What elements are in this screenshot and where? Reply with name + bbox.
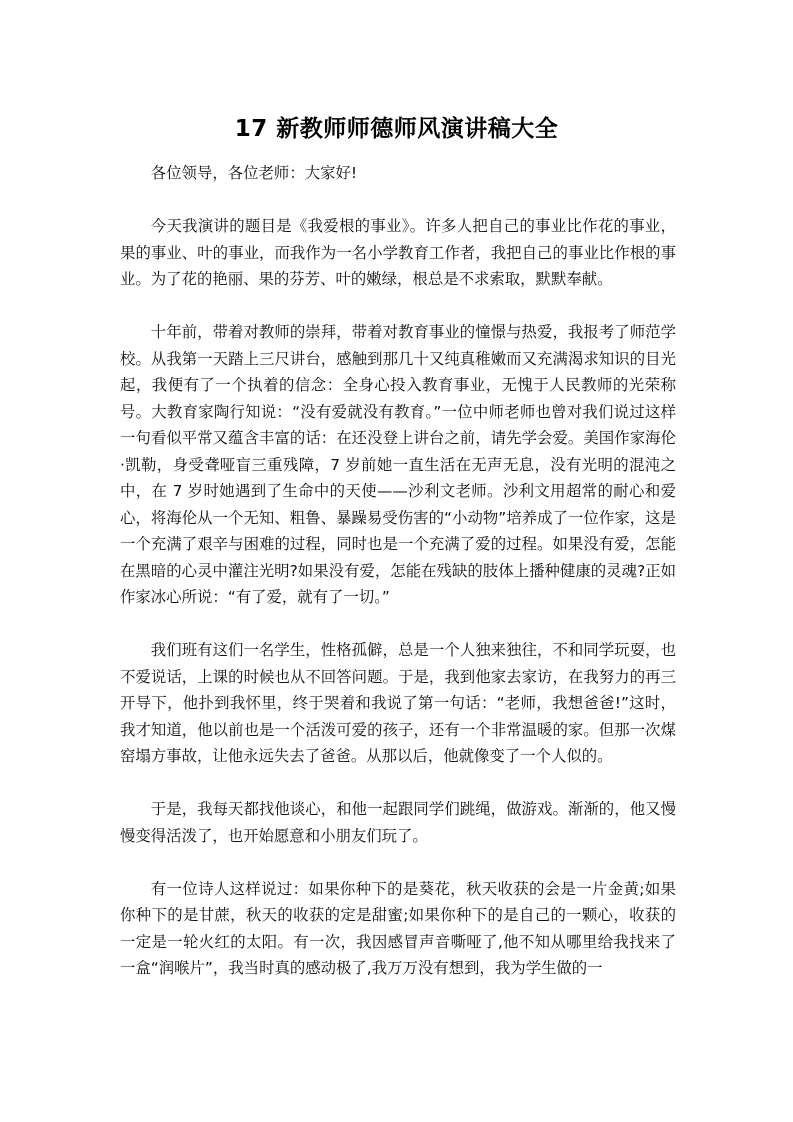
document-title: 17 新教师师德师风演讲稿大全 (234, 116, 559, 142)
paragraph-daily-talks: 于是，我每天都找他谈心，和他一起跟同学们跳绳，做游戏。渐渐的，他又慢慢变得活泼了，也开始愿意和小朋友们玩了。 (120, 800, 676, 845)
document-body (120, 160, 676, 1008)
paragraph-student-story: 我们班有这们一名学生，性格孤僻，总是一个人独来独往，不和同学玩耍，也不爱说话，上课的时候也从不回答问题。于是，我到他家去家访，在我努力的再三开导下，他扑到我怀里，终于哭着和我说了第一句话：“老师，我想爸爸!”这时，我才知道，他以前也是一个活泼可爱的孩子，还有一个非常温暖的家。但那一次煤窑塌方事故，让他永远失去了爸爸。从那以后，他就像变了一个人似的。 (120, 641, 676, 765)
paragraph-poet-quote: 有一位诗人这样说过：如果你种下的是葵花，秋天收获的会是一片金黄;如果你种下的是甘蔗，秋天的收获的定是甜蜜;如果你种下的是自己的一颗心，收获的一定是一轮火红的太阳。有一次，我因感冒声音嘶哑了,他不知从哪里给我找来了一盒“润喉片”，我当时真的感动极了,我万万没有想到，我为学生做的一 (120, 879, 676, 977)
paragraph-intro: 今天我演讲的题目是《我爱根的事业》。许多人把自己的事业比作花的事业，果的事业、叶的事业，而我作为一名小学教育工作者，我把自己的事业比作根的事业。为了花的艳丽、果的芬芳、叶的嫩绿，根总是不求索取，默默奉献。 (120, 217, 676, 288)
paragraph-salutation: 各位领导，各位老师：大家好! (150, 164, 358, 182)
paragraph-ten-years-ago: 十年前，带着对教师的崇拜，带着对教育事业的憧憬与热爱，我报考了师范学校。从我第一天踏上三尺讲台，感触到那几十又纯真稚嫩而又充满渴求知识的目光起，我便有了一个执着的信念：全身心投入教育事业，无愧于人民教师的光荣称号。大教育家陶行知说：“没有爱就没有教育。”一位中师老师也曾对我们说过这样一句看似平常又蕴含丰富的话：在还没登上讲台之前，请先学会爱。美国作家海伦·凯勒，身受聋哑盲三重残障，7 岁前她一直生活在无声无息，没有光明的混沌之中，在 7 岁时她遇到了生命中的天使——沙利文老师。沙利文用超常的耐心和爱心，将海伦从一个无知、粗鲁、暴躁易受伤害的“小动物”培养成了一位作家，这是一个充满了艰辛与困难的过程，同时也是一个充满了爱的过程。如果没有爱，怎能在黑暗的心灵中灌注光明?如果没有爱，怎能在残缺的肢体上播种健康的灵魂?正如作家冰心所说：“有了爱，就有了一切。” (120, 323, 676, 606)
